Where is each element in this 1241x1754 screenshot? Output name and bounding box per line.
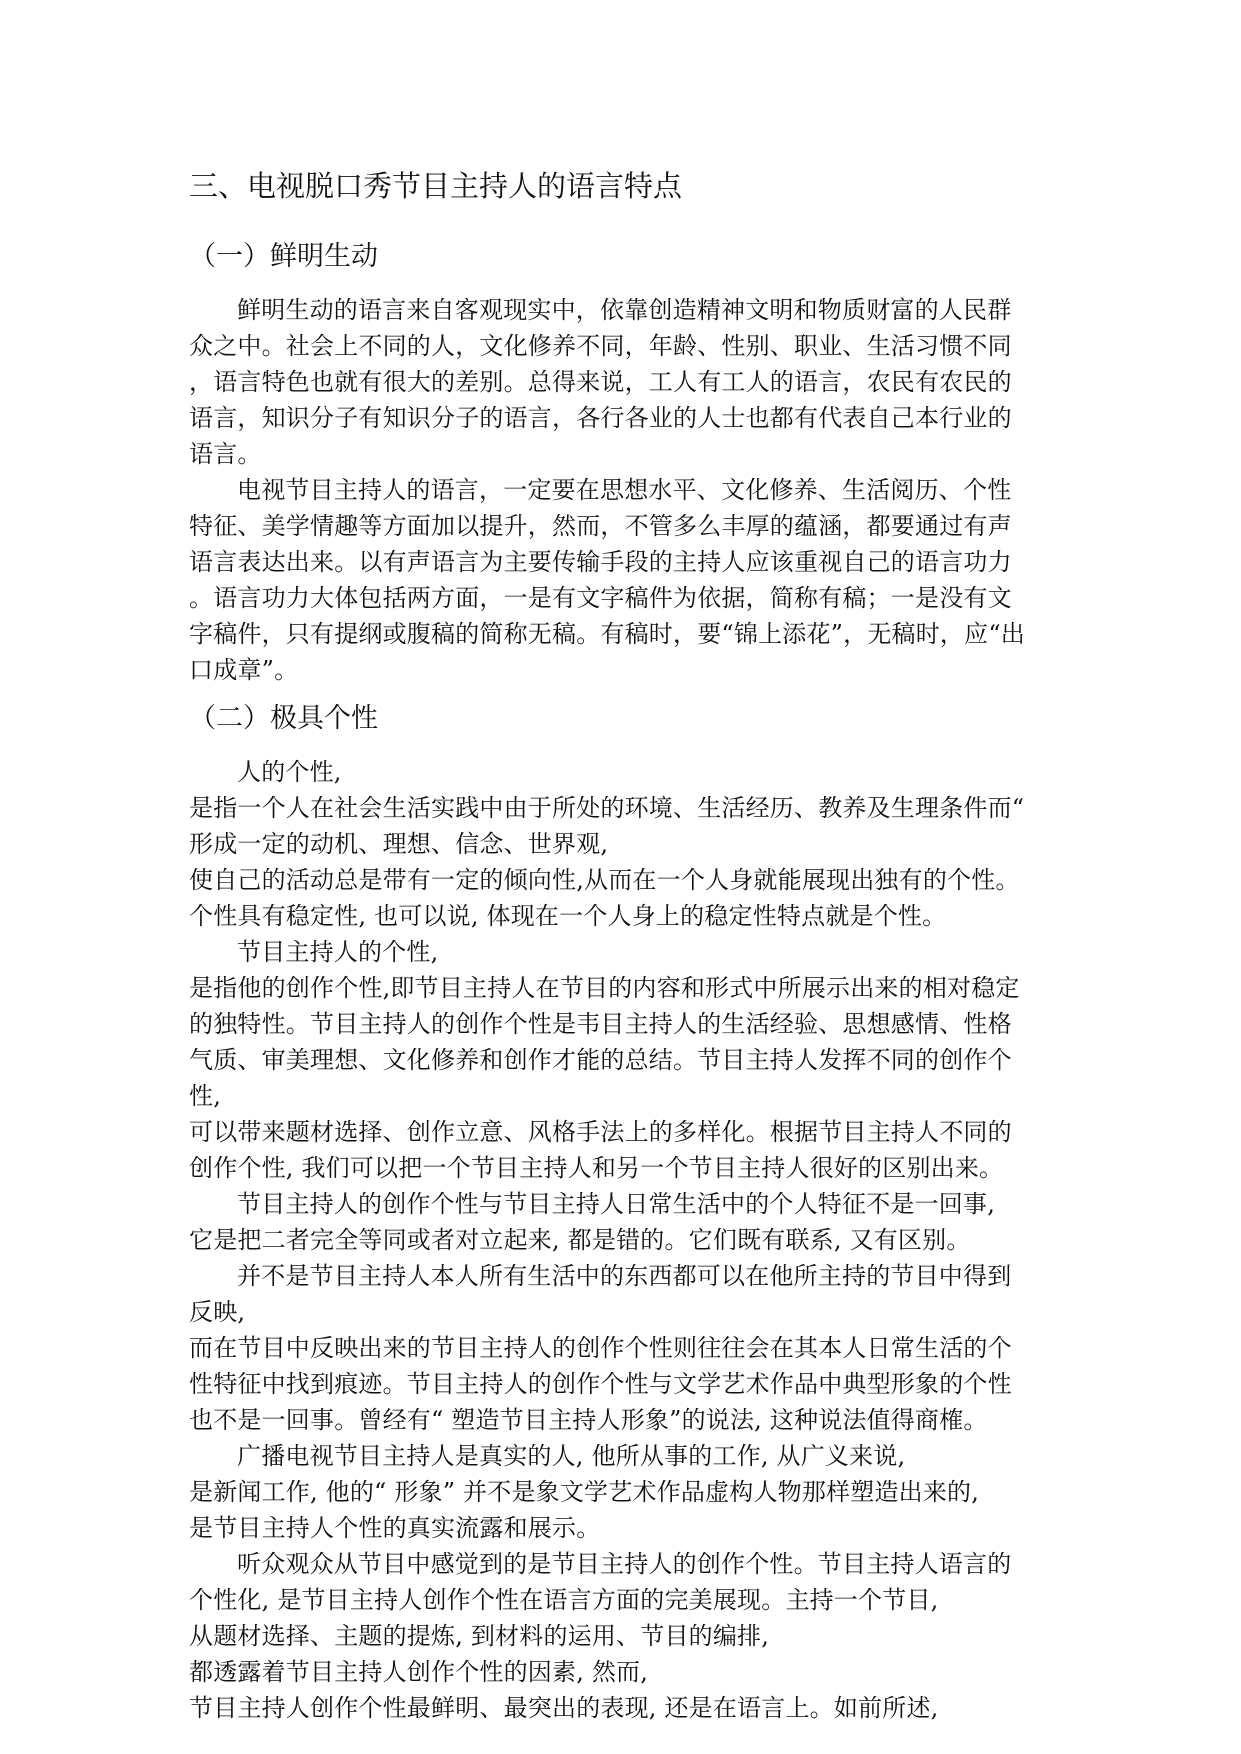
paragraph-line: 的独特性。节目主持人的创作个性是韦目主持人的生活经验、思想感情、性格 <box>189 1010 1012 1038</box>
paragraph-line: 鲜明生动的语言来自客观现实中，依靠创造精神文明和物质财富的人民群 <box>237 296 1012 324</box>
paragraph-line: 口成章”。 <box>189 656 299 684</box>
paragraph-line: 语言，知识分子有知识分子的语言，各行各业的人士也都有代表自己本行业的 <box>189 404 1012 432</box>
paragraph-line: 是新闻工作, 他的“ 形象” 并不是象文学艺术作品虚构人物那样塑造出来的, <box>189 1478 980 1506</box>
paragraph-line: 是指一个人在社会生活实践中由于所处的环境、生活经历、教养及生理条件而“ <box>189 794 1025 822</box>
paragraph-line: 听众观众从节目中感觉到的是节目主持人的创作个性。节目主持人语言的 <box>237 1550 1012 1578</box>
paragraph-line: 广播电视节目主持人是真实的人, 他所从事的工作, 从广义来说, <box>237 1442 906 1470</box>
paragraph-line: 特征、美学情趣等方面加以提升，然而，不管多么丰厚的蕴涵，都要通过有声 <box>189 512 1012 540</box>
paragraph-line: 而在节目中反映出来的节目主持人的创作个性则往往会在其本人日常生活的个 <box>189 1334 1012 1362</box>
paragraph-line: 节目主持人创作个性最鲜明、最突出的表现, 还是在语言上。如前所述, <box>189 1694 939 1722</box>
paragraph-line: 可以带来题材选择、创作立意、风格手法上的多样化。根据节目主持人不同的 <box>189 1118 1012 1146</box>
section-heading-1: （一）鲜明生动 <box>189 241 378 272</box>
paragraph-line: 众之中。社会上不同的人，文化修养不同，年龄、性别、职业、生活习惯不同 <box>189 332 1012 360</box>
paragraph-line: 语言。 <box>189 440 262 468</box>
paragraph-line: 使自己的活动总是带有一定的倾向性,从而在一个人身就能展现出独有的个性。 <box>189 866 1020 894</box>
paragraph-line: 并不是节目主持人本人所有生活中的东西都可以在他所主持的节目中得到 <box>237 1262 1012 1290</box>
section-heading-2: （二）极具个性 <box>189 703 378 734</box>
paragraph-line: 反映, <box>189 1298 246 1326</box>
paragraph-line: 都透露着节目主持人创作个性的因素, 然而, <box>189 1658 649 1686</box>
paragraph-line: 是节目主持人个性的真实流露和展示。 <box>189 1514 601 1542</box>
chapter-title: 三、电视脱口秀节目主持人的语言特点 <box>189 169 683 203</box>
document-body <box>189 166 1049 1726</box>
paragraph-line: 也不是一回事。曾经有“ 塑造节目主持人形象”的说法, 这种说法值得商榷。 <box>189 1406 988 1434</box>
paragraph-line: 电视节目主持人的语言，一定要在思想水平、文化修养、生活阅历、个性 <box>237 476 1012 504</box>
paragraph-line: 。语言功力大体包括两方面，一是有文字稿件为依据，简称有稿；一是没有文 <box>189 584 1012 612</box>
paragraph-line: 从题材选择、主题的提炼, 到材料的运用、节目的编排, <box>189 1622 770 1650</box>
section-2-body <box>189 754 1049 1726</box>
paragraph-line: 个性化, 是节目主持人创作个性在语言方面的完美展现。主持一个节目, <box>189 1586 939 1614</box>
paragraph-line: 语言表达出来。以有声语言为主要传输手段的主持人应该重视自己的语言功力 <box>189 548 1012 576</box>
paragraph-line: 气质、审美理想、文化修养和创作才能的总结。节目主持人发挥不同的创作个 <box>189 1046 1012 1074</box>
section-1-body <box>189 292 1049 688</box>
paragraph-line: 节目主持人的个性, <box>237 938 439 966</box>
paragraph-line: 创作个性, 我们可以把一个节目主持人和另一个节目主持人很好的区别出来。 <box>189 1154 1004 1182</box>
paragraph-line: ，语言特色也就有很大的差别。总得来说，工人有工人的语言，农民有农民的 <box>189 368 1012 396</box>
paragraph-line: 性特征中找到痕迹。节目主持人的创作个性与文学艺术作品中典型形象的个性 <box>189 1370 1012 1398</box>
paragraph-line: 个性具有稳定性, 也可以说, 体现在一个人身上的稳定性特点就是个性。 <box>189 902 947 930</box>
paragraph-line: 字稿件，只有提纲或腹稿的简称无稿。有稿时，要“锦上添花”，无稿时，应“出 <box>189 620 1026 648</box>
paragraph-line: 是指他的创作个性,即节目主持人在节目的内容和形式中所展示出来的相对稳定 <box>189 974 1020 1002</box>
paragraph-line: 节目主持人的创作个性与节目主持人日常生活中的个人特征不是一回事, <box>237 1190 996 1218</box>
paragraph-line: 人的个性, <box>237 758 342 786</box>
paragraph-line: 形成一定的动机、理想、信念、世界观, <box>189 830 609 858</box>
paragraph-line: 性, <box>189 1082 222 1110</box>
paragraph-line: 它是把二者完全等同或者对立起来, 都是错的。它们既有联系, 又有区别。 <box>189 1226 971 1254</box>
